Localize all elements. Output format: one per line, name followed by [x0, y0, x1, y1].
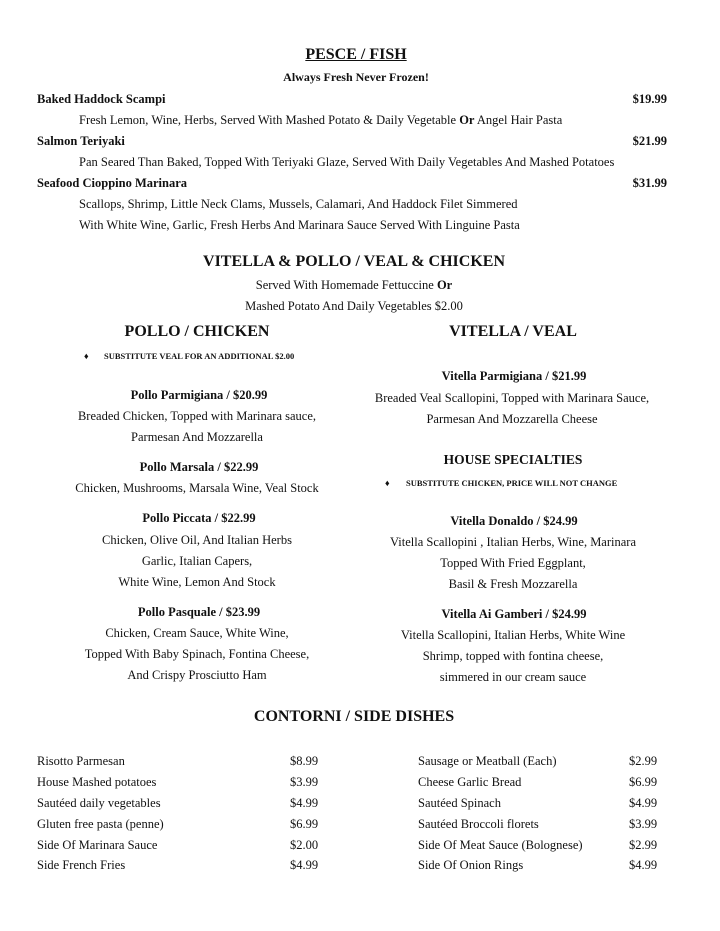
side-price: $6.99 — [629, 775, 658, 789]
fish-tagline: Always Fresh Never Frozen! — [283, 70, 429, 84]
menu-item-price: $19.99 — [632, 92, 667, 106]
side-price: $3.99 — [629, 817, 658, 831]
served-with-note-2: Mashed Potato And Daily Vegetables $2.00 — [245, 299, 463, 313]
side-price: $2.99 — [629, 838, 658, 852]
menu-item-description: And Crispy Prosciutto Ham — [127, 668, 267, 682]
menu-item-price: $31.99 — [632, 176, 667, 190]
menu-item-description: Breaded Veal Scallopini, Topped with Marinara Sauce, — [374, 391, 650, 405]
menu-item-description: Breaded Chicken, Topped with Marinara sauce, — [77, 409, 317, 423]
side-price: $2.99 — [629, 754, 658, 768]
sides-section-title: CONTORNI / SIDE DISHES — [253, 708, 455, 725]
side-name: Sautéed Broccoli florets — [418, 817, 539, 831]
veal-section-title: VITELLA / VEAL — [449, 323, 577, 340]
side-name: Sausage or Meatball (Each) — [418, 754, 557, 768]
desc-part: Angel Hair Pasta — [474, 113, 563, 127]
served-with-note — [256, 277, 452, 293]
menu-item-description — [79, 112, 562, 128]
menu-item-description: Topped With Fried Eggplant, — [440, 556, 586, 570]
desc-part: Fresh Lemon, Wine, Herbs, Served With Mashed Potato & Daily Vegetable — [79, 113, 460, 127]
fish-section-title: PESCE / FISH — [305, 46, 407, 63]
side-price: $2.00 — [290, 838, 319, 852]
chicken-section-title: POLLO / CHICKEN — [124, 323, 270, 340]
menu-item-name: Vitella Donaldo / $24.99 — [450, 514, 578, 528]
menu-item-description: simmered in our cream sauce — [439, 670, 587, 684]
side-name: Sautéed daily vegetables — [37, 796, 161, 810]
menu-item-description: Topped With Baby Spinach, Fontina Cheese, — [84, 647, 310, 661]
side-price: $8.99 — [290, 754, 319, 768]
house-specialties-title: HOUSE SPECIALTIES — [443, 452, 583, 467]
menu-item-name: Pollo Piccata / $22.99 — [142, 511, 256, 525]
side-name: Cheese Garlic Bread — [418, 775, 522, 789]
menu-item-name: Salmon Teriyaki — [37, 134, 125, 148]
note-part: Served With Homemade Fettuccine — [255, 278, 437, 292]
menu-item-description: Parmesan And Mozzarella — [131, 430, 263, 444]
side-name: House Mashed potatoes — [37, 775, 157, 789]
menu-item-name: Vitella Ai Gamberi / $24.99 — [441, 607, 587, 621]
menu-item-description: Parmesan And Mozzarella Cheese — [426, 412, 598, 426]
menu-item-name: Pollo Parmigiana / $20.99 — [130, 388, 268, 402]
side-name: Sautéed Spinach — [418, 796, 501, 810]
side-name: Risotto Parmesan — [37, 754, 125, 768]
menu-item-description: Scallops, Shrimp, Little Neck Clams, Mussels, Calamari, And Haddock Filet Simmered — [79, 197, 518, 211]
menu-item-description: Chicken, Olive Oil, And Italian Herbs — [102, 533, 292, 547]
side-name: Gluten free pasta (penne) — [37, 817, 164, 831]
menu-item-name: Pollo Marsala / $22.99 — [139, 460, 259, 474]
side-price: $6.99 — [290, 817, 319, 831]
side-price: $4.99 — [290, 858, 319, 872]
diamond-bullet-icon: ♦ — [84, 351, 89, 361]
side-name: Side Of Marinara Sauce — [37, 838, 158, 852]
side-price: $4.99 — [290, 796, 319, 810]
menu-item-name: Baked Haddock Scampi — [37, 92, 166, 106]
menu-item-description: White Wine, Lemon And Stock — [118, 575, 276, 589]
menu-item-description: Chicken, Cream Sauce, White Wine, — [105, 626, 289, 640]
menu-item-name: Seafood Cioppino Marinara — [37, 176, 188, 190]
chicken-substitute-note: SUBSTITUTE VEAL FOR AN ADDITIONAL $2.00 — [104, 351, 295, 361]
veal-chicken-section-title: VITELLA & POLLO / VEAL & CHICKEN — [203, 253, 505, 270]
menu-item-description: Vitella Scallopini , Italian Herbs, Wine, Marinara — [389, 535, 637, 549]
menu-item-description: Pan Seared Than Baked, Topped With Teriyaki Glaze, Served With Daily Vegetables And Mashed Potatoes — [79, 155, 615, 169]
menu-item-description: Garlic, Italian Capers, — [141, 554, 253, 568]
note-or: Or — [436, 278, 453, 292]
desc-or: Or — [459, 113, 475, 127]
menu-item-description: Vitella Scallopini, Italian Herbs, White Wine — [400, 628, 626, 642]
house-specialties-note: SUBSTITUTE CHICKEN, PRICE WILL NOT CHANGE — [406, 478, 618, 488]
menu-item-name: Vitella Parmigiana / $21.99 — [441, 369, 587, 383]
menu-item-description: With White Wine, Garlic, Fresh Herbs And Marinara Sauce Served With Linguine Pasta — [79, 218, 520, 232]
side-name: Side Of Meat Sauce (Bolognese) — [418, 838, 583, 852]
diamond-bullet-icon: ♦ — [385, 478, 390, 488]
menu-item-description: Chicken, Mushrooms, Marsala Wine, Veal Stock — [75, 481, 319, 495]
menu-item-price: $21.99 — [632, 134, 667, 148]
menu-item-description: Basil & Fresh Mozzarella — [448, 577, 578, 591]
side-price: $4.99 — [629, 796, 658, 810]
side-price: $3.99 — [290, 775, 319, 789]
menu-item-description: Shrimp, topped with fontina cheese, — [422, 649, 604, 663]
side-name: Side Of Onion Rings — [418, 858, 524, 872]
side-price: $4.99 — [629, 858, 658, 872]
menu-item-name: Pollo Pasquale / $23.99 — [137, 605, 261, 619]
side-name: Side French Fries — [37, 858, 126, 872]
